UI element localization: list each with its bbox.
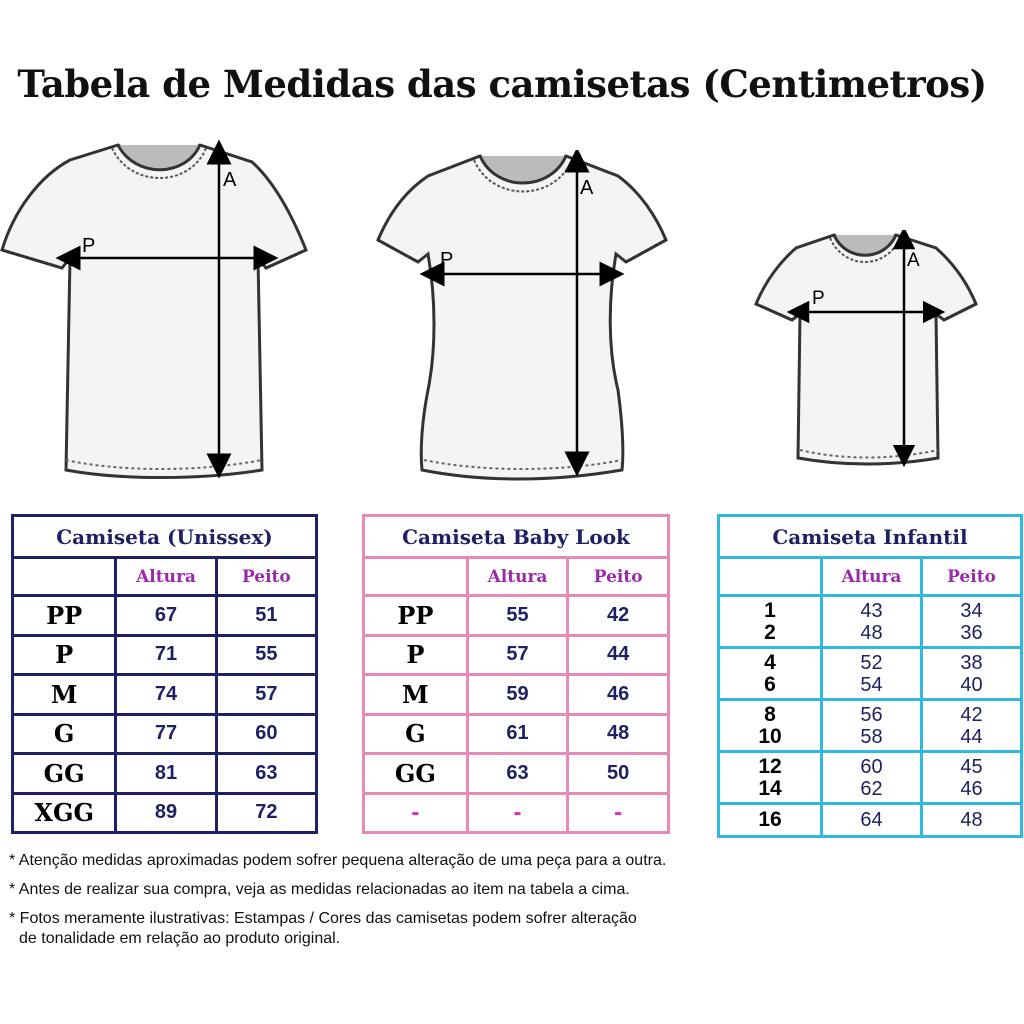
peito-number: 36 (960, 621, 983, 644)
table-row (719, 700, 1022, 752)
peito-value: 72 (216, 793, 316, 833)
peito-number: 46 (960, 777, 983, 800)
babylook-shirt-diagram (372, 150, 672, 485)
table-row (13, 635, 317, 675)
size-value: 14 (758, 776, 782, 800)
size-label: XGG (13, 793, 116, 833)
altura-value (822, 752, 922, 804)
size-value: 1 (764, 598, 776, 622)
size-label (719, 596, 822, 648)
table-infantil-col-peito: Peito (922, 558, 1022, 596)
altura-number: 60 (860, 755, 883, 778)
size-label: G (364, 714, 468, 754)
peito-value (922, 648, 1022, 700)
table-unissex (11, 514, 318, 834)
note-approximate: * Atenção medidas aproximadas podem sofrer pequena alteração de uma peça para a outra. (9, 852, 667, 869)
peito-value: 60 (216, 714, 316, 754)
size-label: M (364, 675, 468, 715)
table-infantil (717, 514, 1023, 838)
altura-number: 52 (860, 651, 883, 674)
table-row (719, 648, 1022, 700)
table-row (719, 804, 1022, 837)
table-row (719, 752, 1022, 804)
peito-value: 63 (216, 754, 316, 794)
size-label: M (13, 675, 116, 715)
size-label: G (13, 714, 116, 754)
altura-value: 55 (467, 596, 568, 636)
peito-number: 38 (960, 651, 983, 674)
peito-value: 42 (568, 596, 669, 636)
altura-value: 81 (116, 754, 216, 794)
peito-value (922, 752, 1022, 804)
table-unissex-col-altura: Altura (116, 558, 216, 596)
size-label: PP (364, 596, 468, 636)
peito-value: 44 (568, 635, 669, 675)
size-value: 16 (758, 808, 782, 831)
table-row (13, 793, 317, 833)
peito-value (922, 596, 1022, 648)
size-label: GG (13, 754, 116, 794)
table-row (13, 675, 317, 715)
altura-number: 48 (860, 621, 883, 644)
table-unissex-corner (13, 558, 116, 596)
altura-value: 61 (467, 714, 568, 754)
table-row (364, 675, 669, 715)
table-row (364, 714, 669, 754)
table-babylook (362, 514, 670, 834)
infantil-chest-label: P (812, 288, 825, 309)
size-value: 2 (764, 620, 776, 644)
altura-value-empty: - (467, 793, 568, 833)
table-unissex-col-peito: Peito (216, 558, 316, 596)
page-title: Tabela de Medidas das camisetas (Centimetros) (17, 62, 987, 106)
altura-value (822, 700, 922, 752)
unissex-height-label: A (223, 169, 237, 191)
peito-value: 46 (568, 675, 669, 715)
table-row (364, 793, 669, 833)
size-value: 6 (764, 672, 776, 696)
peito-value: 50 (568, 754, 669, 794)
altura-number: 43 (860, 599, 883, 622)
infantil-shirt-diagram (752, 230, 980, 470)
altura-value: 77 (116, 714, 216, 754)
size-label: PP (13, 596, 116, 636)
altura-value (822, 596, 922, 648)
size-label (719, 804, 822, 837)
infantil-shirt-svg (752, 230, 980, 470)
size-label: P (13, 635, 116, 675)
table-infantil-corner (719, 558, 822, 596)
size-label: P (364, 635, 468, 675)
table-row (364, 754, 669, 794)
unissex-shirt-svg (0, 140, 310, 480)
peito-value: 51 (216, 596, 316, 636)
table-row (13, 596, 317, 636)
peito-number: 40 (960, 673, 983, 696)
babylook-height-label: A (580, 177, 594, 199)
unissex-shirt-outline (2, 145, 306, 478)
peito-value: 48 (568, 714, 669, 754)
altura-number: 54 (860, 673, 883, 696)
size-value: 10 (758, 724, 782, 748)
peito-value: 55 (216, 635, 316, 675)
table-infantil-title: Camiseta Infantil (719, 516, 1022, 558)
altura-value: 63 (467, 754, 568, 794)
table-row (13, 714, 317, 754)
table-unissex-title: Camiseta (Unissex) (13, 516, 317, 558)
altura-value: 71 (116, 635, 216, 675)
table-babylook-title: Camiseta Baby Look (364, 516, 669, 558)
altura-value: 89 (116, 793, 216, 833)
size-label (719, 752, 822, 804)
table-infantil-col-altura: Altura (822, 558, 922, 596)
altura-value: 59 (467, 675, 568, 715)
babylook-shirt-outline (378, 156, 666, 479)
peito-number: 45 (960, 755, 983, 778)
peito-value: 57 (216, 675, 316, 715)
table-row (719, 596, 1022, 648)
babylook-chest-label: P (440, 249, 454, 271)
notes (9, 851, 1009, 958)
altura-value: 74 (116, 675, 216, 715)
babylook-shirt-svg (372, 150, 672, 485)
note-before-purchase: * Antes de realizar sua compra, veja as medidas relacionadas ao item na tabela a cima. (9, 881, 630, 898)
table-babylook-col-altura: Altura (467, 558, 568, 596)
peito-number: 42 (960, 703, 983, 726)
note-illustrative (9, 909, 1009, 949)
peito-number: 44 (960, 725, 983, 748)
table-babylook-corner (364, 558, 468, 596)
infantil-shirt-outline (756, 235, 976, 464)
infantil-height-label: A (907, 250, 920, 271)
altura-number: 62 (860, 777, 883, 800)
peito-value (922, 804, 1022, 837)
altura-value: 57 (467, 635, 568, 675)
peito-value (922, 700, 1022, 752)
size-value: 8 (764, 702, 776, 726)
note-illustrative-line-1: * Fotos meramente ilustrativas: Estampas / Cores das camisetas podem sofrer alteração (9, 910, 637, 927)
table-row (364, 635, 669, 675)
altura-value (822, 648, 922, 700)
peito-number: 34 (960, 599, 983, 622)
note-illustrative-line-2: de tonalidade em relação ao produto original. (19, 930, 341, 947)
peito-number: 48 (960, 809, 983, 831)
unissex-chest-label: P (82, 235, 96, 257)
altura-value (822, 804, 922, 837)
size-value: 4 (764, 650, 776, 674)
size-value: 12 (758, 754, 782, 778)
table-row (13, 754, 317, 794)
table-row (364, 596, 669, 636)
size-label-empty: - (364, 793, 468, 833)
peito-value-empty: - (568, 793, 669, 833)
unissex-shirt-diagram (0, 140, 310, 480)
size-label: GG (364, 754, 468, 794)
altura-number: 58 (860, 725, 883, 748)
size-label (719, 700, 822, 752)
altura-value: 67 (116, 596, 216, 636)
table-babylook-col-peito: Peito (568, 558, 669, 596)
altura-number: 56 (860, 703, 883, 726)
size-label (719, 648, 822, 700)
altura-number: 64 (860, 809, 883, 831)
